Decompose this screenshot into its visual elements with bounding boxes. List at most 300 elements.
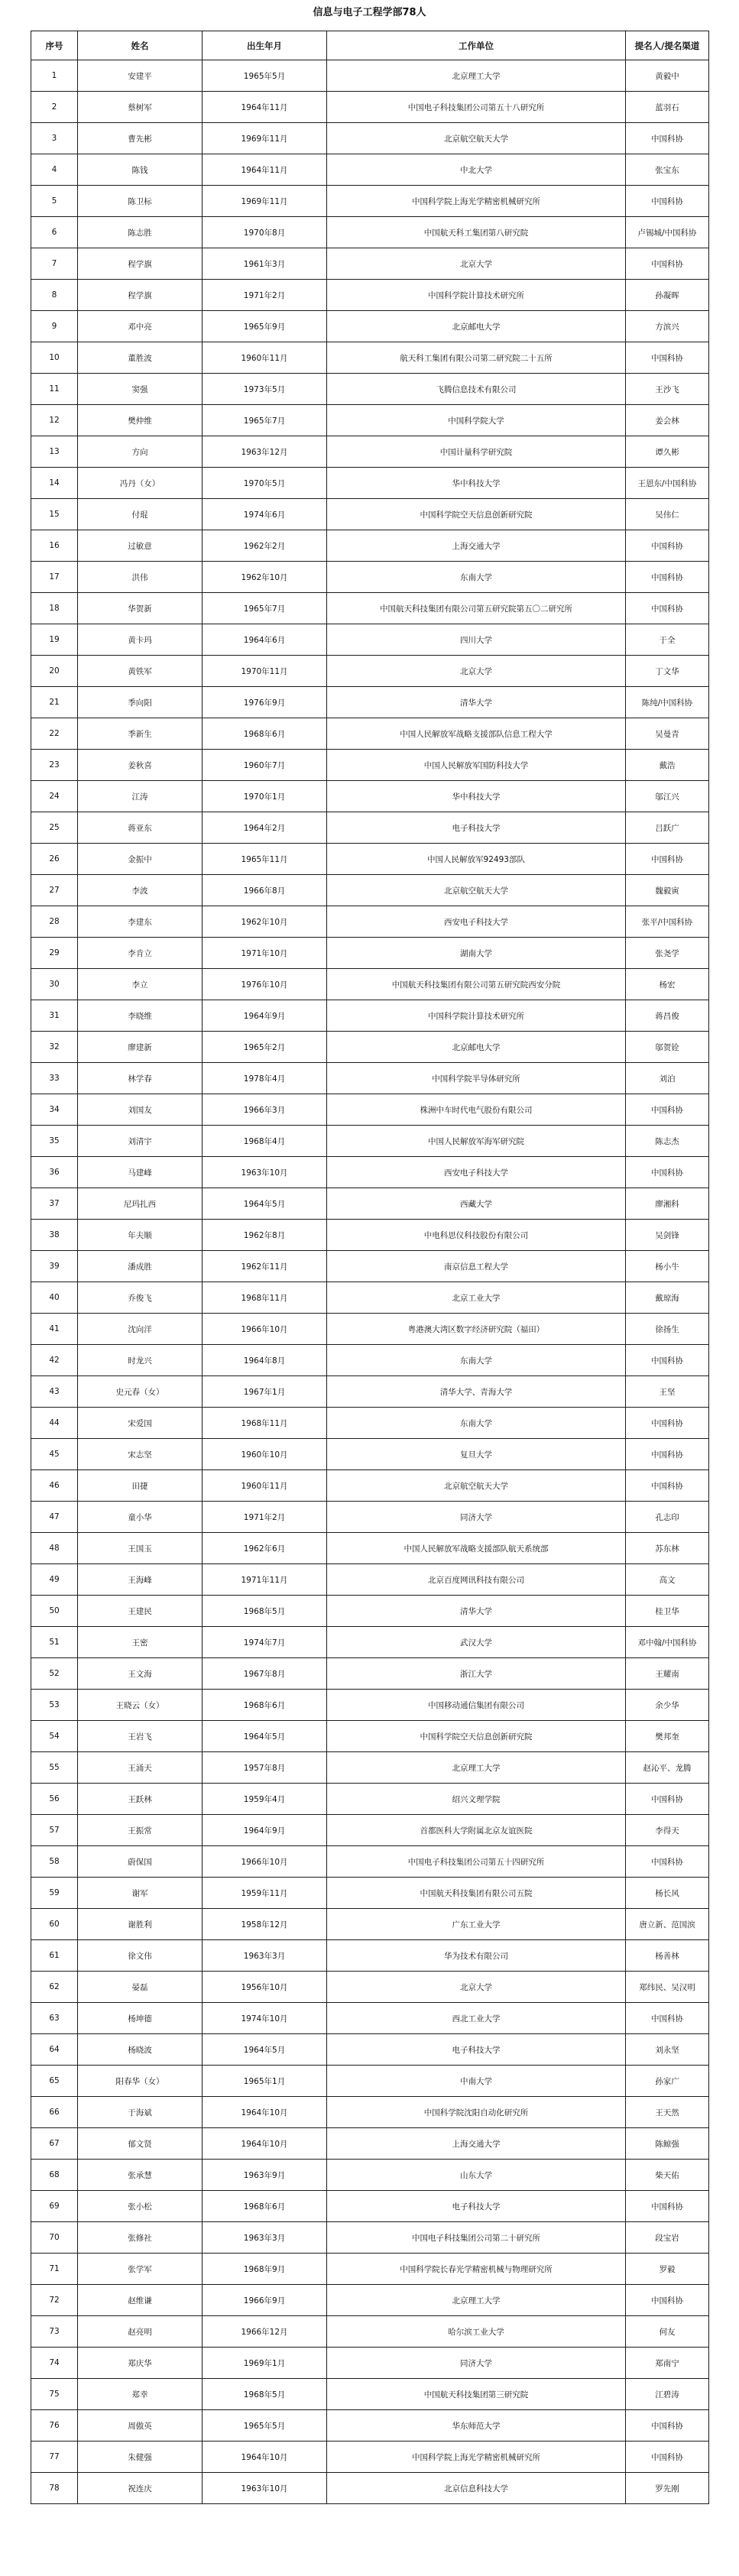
cell-index: 59 [31,1878,78,1909]
cell-nominator: 邬贺铨 [626,1032,709,1063]
cell-name: 史元春（女） [78,1376,203,1408]
table-row [31,1909,709,1940]
table-row [31,342,709,374]
cell-index: 78 [31,2473,78,2504]
cell-name: 华贺新 [78,593,203,624]
cell-birth: 1966年8月 [203,875,327,906]
table-row [31,248,709,280]
cell-birth: 1956年10月 [203,1972,327,2003]
cell-name: 陈钱 [78,154,203,186]
cell-nominator: 吴伟仁 [626,499,709,530]
cell-index: 12 [31,405,78,436]
cell-employer: 中国航天科技集团有限公司第五研究院西安分院 [327,969,626,1000]
cell-nominator: 卢锡城/中国科协 [626,217,709,248]
cell-index: 28 [31,906,78,938]
cell-name: 郑幸 [78,2379,203,2410]
cell-nominator: 孙家广 [626,2066,709,2097]
cell-name: 王涌天 [78,1752,203,1784]
cell-employer: 北京邮电大学 [327,1032,626,1063]
table-row [31,1157,709,1188]
cell-name: 宋爱国 [78,1408,203,1439]
table-row [31,1815,709,1846]
cell-employer: 北京理工大学 [327,1752,626,1784]
cell-index: 73 [31,2316,78,2348]
cell-name: 李肯立 [78,938,203,969]
cell-employer: 电子科技大学 [327,2191,626,2222]
table-row [31,875,709,906]
cell-birth: 1968年9月 [203,2254,327,2285]
cell-birth: 1965年5月 [203,60,327,92]
table-row [31,436,709,468]
cell-employer: 中国科学院半导体研究所 [327,1063,626,1094]
table-row [31,1282,709,1314]
table-row [31,562,709,593]
cell-employer: 中国科学院计算技术研究所 [327,280,626,311]
table-row [31,1846,709,1878]
table-row [31,750,709,781]
cell-employer: 中国航天科工集团第八研究院 [327,217,626,248]
cell-nominator: 蓝羽石 [626,92,709,123]
table-row [31,1596,709,1627]
cell-name: 朱健强 [78,2442,203,2473]
cell-employer: 西北工业大学 [327,2003,626,2034]
cell-name: 杨晓波 [78,2034,203,2066]
cell-index: 77 [31,2442,78,2473]
cell-birth: 1970年5月 [203,468,327,499]
cell-nominator: 中国科协 [626,844,709,875]
cell-nominator: 中国科协 [626,342,709,374]
cell-name: 时龙兴 [78,1345,203,1376]
table-row [31,2066,709,2097]
cell-name: 乔俊飞 [78,1282,203,1314]
cell-name: 尼玛扎西 [78,1188,203,1220]
cell-index: 42 [31,1345,78,1376]
cell-birth: 1963年3月 [203,2222,327,2254]
cell-birth: 1960年10月 [203,1439,327,1470]
cell-employer: 上海交通大学 [327,2128,626,2160]
cell-nominator: 樊邦奎 [626,1721,709,1752]
cell-name: 付琨 [78,499,203,530]
cell-name: 黄卡玛 [78,624,203,656]
cell-birth: 1964年10月 [203,2442,327,2473]
cell-nominator: 丁文华 [626,656,709,687]
page-title: 信息与电子工程学部78人 [313,7,426,18]
cell-name: 廖建新 [78,1032,203,1063]
cell-index: 43 [31,1376,78,1408]
cell-index: 61 [31,1940,78,1972]
table-row [31,938,709,969]
cell-nominator: 罗先刚 [626,2473,709,2504]
cell-name: 王建民 [78,1596,203,1627]
table-row [31,844,709,875]
cell-index: 52 [31,1658,78,1690]
cell-index: 66 [31,2097,78,2128]
cell-nominator: 魏毅寅 [626,875,709,906]
cell-birth: 1966年9月 [203,2285,327,2316]
cell-employer: 华中科技大学 [327,781,626,812]
cell-name: 邓中亮 [78,311,203,342]
table-row [31,656,709,687]
cell-nominator: 中国科协 [626,2285,709,2316]
cell-name: 年夫顺 [78,1220,203,1251]
cell-name: 王国玉 [78,1533,203,1564]
cell-nominator: 中国科协 [626,530,709,562]
table-row [31,969,709,1000]
cell-employer: 东南大学 [327,562,626,593]
cell-employer: 中国科学院大学 [327,405,626,436]
cell-nominator: 杨善林 [626,1940,709,1972]
cell-employer: 中国科学院长春光学精密机械与物理研究所 [327,2254,626,2285]
table-row [31,1972,709,2003]
cell-nominator: 黄毅中 [626,60,709,92]
table-row [31,718,709,750]
cell-birth: 1968年5月 [203,1596,327,1627]
cell-name: 李晓维 [78,1000,203,1032]
cell-nominator: 中国科协 [626,2410,709,2442]
table-row [31,781,709,812]
cell-name: 王密 [78,1627,203,1658]
cell-employer: 上海交通大学 [327,530,626,562]
cell-birth: 1971年11月 [203,1564,327,1596]
cell-nominator: 唐立新、范国滨 [626,1909,709,1940]
cell-name: 晏磊 [78,1972,203,2003]
cell-birth: 1973年5月 [203,374,327,405]
table-row [31,2379,709,2410]
cell-employer: 北京工业大学 [327,1282,626,1314]
table-row [31,2097,709,2128]
table-row [31,812,709,844]
cell-employer: 粤港澳大湾区数字经济研究院（福田） [327,1314,626,1345]
cell-nominator: 杨宏 [626,969,709,1000]
cell-birth: 1960年11月 [203,342,327,374]
cell-name: 刘国友 [78,1094,203,1126]
cell-name: 蔚保国 [78,1846,203,1878]
cell-birth: 1962年8月 [203,1220,327,1251]
table-row [31,2034,709,2066]
cell-nominator: 中国科协 [626,1345,709,1376]
cell-name: 过敏意 [78,530,203,562]
cell-index: 62 [31,1972,78,2003]
cell-name: 季新生 [78,718,203,750]
cell-name: 祝连庆 [78,2473,203,2504]
cell-birth: 1964年10月 [203,2128,327,2160]
cell-employer: 东南大学 [327,1408,626,1439]
cell-nominator: 孙凝晖 [626,280,709,311]
cell-nominator: 张宝东 [626,154,709,186]
cell-birth: 1964年10月 [203,2097,327,2128]
cell-index: 21 [31,687,78,718]
cell-index: 46 [31,1470,78,1502]
cell-employer: 中国科学院沈阳自动化研究所 [327,2097,626,2128]
cell-index: 48 [31,1533,78,1564]
cell-name: 张学军 [78,2254,203,2285]
cell-nominator: 中国科协 [626,1157,709,1188]
cell-nominator: 中国科协 [626,248,709,280]
cell-index: 24 [31,781,78,812]
cell-employer: 中南大学 [327,2066,626,2097]
cell-birth: 1966年12月 [203,2316,327,2348]
cell-employer: 电子科技大学 [327,2034,626,2066]
cell-index: 56 [31,1784,78,1815]
cell-birth: 1963年12月 [203,436,327,468]
cell-birth: 1969年1月 [203,2348,327,2379]
cell-employer: 哈尔滨工业大学 [327,2316,626,2348]
cell-employer: 中国科学院计算技术研究所 [327,1000,626,1032]
cell-employer: 中国科学院空天信息创新研究院 [327,1721,626,1752]
cell-birth: 1965年7月 [203,405,327,436]
cell-index: 6 [31,217,78,248]
cell-nominator: 中国科协 [626,1094,709,1126]
cell-name: 江涛 [78,781,203,812]
table-row [31,1345,709,1376]
cell-birth: 1964年11月 [203,92,327,123]
cell-nominator: 廖湘科 [626,1188,709,1220]
column-header-index: 序号 [31,31,78,60]
cell-index: 57 [31,1815,78,1846]
cell-birth: 1968年5月 [203,2379,327,2410]
cell-birth: 1966年3月 [203,1094,327,1126]
cell-nominator: 张尧学 [626,938,709,969]
cell-nominator: 刘永坚 [626,2034,709,2066]
cell-birth: 1966年10月 [203,1314,327,1345]
table-row [31,1000,709,1032]
cell-name: 张修社 [78,2222,203,2254]
table-row [31,1188,709,1220]
cell-employer: 浙江大学 [327,1658,626,1690]
table-row [31,1784,709,1815]
table-row [31,1564,709,1596]
cell-nominator: 孔志印 [626,1502,709,1533]
cell-nominator: 徐扬生 [626,1314,709,1345]
cell-employer: 中国移动通信集团有限公司 [327,1690,626,1721]
cell-nominator: 中国科协 [626,2191,709,2222]
cell-employer: 清华大学、青海大学 [327,1376,626,1408]
cell-birth: 1970年1月 [203,781,327,812]
cell-employer: 株洲中车时代电气股份有限公司 [327,1094,626,1126]
cell-name: 刘清宇 [78,1126,203,1157]
cell-name: 程学旗 [78,248,203,280]
cell-index: 63 [31,2003,78,2034]
cell-index: 14 [31,468,78,499]
table-row [31,530,709,562]
cell-nominator: 陈志杰 [626,1126,709,1157]
cell-employer: 北京大学 [327,1972,626,2003]
cell-index: 58 [31,1846,78,1878]
cell-employer: 北京大学 [327,248,626,280]
cell-birth: 1966年10月 [203,1846,327,1878]
cell-name: 黄铁军 [78,656,203,687]
table-row [31,374,709,405]
cell-index: 74 [31,2348,78,2379]
cell-name: 窦强 [78,374,203,405]
cell-employer: 中国人民解放军战略支援部队航天系统部 [327,1533,626,1564]
cell-birth: 1965年5月 [203,2410,327,2442]
cell-index: 39 [31,1251,78,1282]
cell-employer: 中国科学院空天信息创新研究院 [327,499,626,530]
cell-employer: 华东师范大学 [327,2410,626,2442]
table-row [31,2473,709,2504]
cell-index: 47 [31,1502,78,1533]
cell-birth: 1965年1月 [203,2066,327,2097]
table-row [31,1690,709,1721]
cell-nominator: 中国科协 [626,2003,709,2034]
cell-nominator: 吴曼青 [626,718,709,750]
cell-name: 蔡树军 [78,92,203,123]
cell-birth: 1962年6月 [203,1533,327,1564]
cell-nominator: 方滨兴 [626,311,709,342]
cell-nominator: 苏东林 [626,1533,709,1564]
cell-birth: 1974年10月 [203,2003,327,2034]
cell-birth: 1965年9月 [203,311,327,342]
cell-nominator: 郑纬民、吴汉明 [626,1972,709,2003]
cell-birth: 1962年2月 [203,530,327,562]
table-row [31,593,709,624]
cell-nominator: 王耀南 [626,1658,709,1690]
table-row [31,2348,709,2379]
table-row [31,906,709,938]
cell-name: 陈志胜 [78,217,203,248]
table-header [31,31,709,60]
cell-name: 王岩飞 [78,1721,203,1752]
cell-employer: 航天科工集团有限公司第二研究院二十五所 [327,342,626,374]
table-row [31,186,709,217]
table-row [31,2160,709,2191]
cell-nominator: 中国科协 [626,186,709,217]
cell-nominator: 王恩东/中国科协 [626,468,709,499]
cell-employer: 中电科思仪科技股份有限公司 [327,1220,626,1251]
table-row [31,1314,709,1345]
cell-birth: 1965年2月 [203,1032,327,1063]
cell-index: 10 [31,342,78,374]
cell-index: 36 [31,1157,78,1188]
cell-birth: 1964年6月 [203,624,327,656]
cell-nominator: 罗毅 [626,2254,709,2285]
cell-birth: 1976年10月 [203,969,327,1000]
cell-birth: 1963年10月 [203,1157,327,1188]
table-row [31,1502,709,1533]
cell-name: 田捷 [78,1470,203,1502]
cell-nominator: 何友 [626,2316,709,2348]
cell-name: 樊仲维 [78,405,203,436]
cell-birth: 1971年2月 [203,280,327,311]
cell-birth: 1964年9月 [203,1815,327,1846]
cell-nominator: 中国科协 [626,2442,709,2473]
table-body [31,60,709,2504]
cell-employer: 中国人民解放军92493部队 [327,844,626,875]
table-row [31,2410,709,2442]
cell-index: 44 [31,1408,78,1439]
cell-employer: 清华大学 [327,1596,626,1627]
cell-nominator: 余少华 [626,1690,709,1721]
cell-employer: 四川大学 [327,624,626,656]
cell-employer: 同济大学 [327,2348,626,2379]
cell-index: 51 [31,1627,78,1658]
cell-name: 姜秋喜 [78,750,203,781]
cell-nominator: 中国科协 [626,1439,709,1470]
cell-index: 33 [31,1063,78,1094]
cell-name: 宋志坚 [78,1439,203,1470]
cell-employer: 北京理工大学 [327,2285,626,2316]
cell-index: 31 [31,1000,78,1032]
table-row [31,1627,709,1658]
table-row [31,2191,709,2222]
cell-index: 17 [31,562,78,593]
cell-nominator: 陈鲸强 [626,2128,709,2160]
cell-birth: 1968年11月 [203,1282,327,1314]
cell-employer: 中国计量科学研究院 [327,436,626,468]
cell-index: 19 [31,624,78,656]
cell-name: 郁文贤 [78,2128,203,2160]
table-row [31,1408,709,1439]
cell-nominator: 中国科协 [626,1408,709,1439]
table-row [31,1063,709,1094]
cell-birth: 1960年7月 [203,750,327,781]
cell-index: 23 [31,750,78,781]
cell-employer: 北京邮电大学 [327,311,626,342]
cell-index: 45 [31,1439,78,1470]
cell-index: 54 [31,1721,78,1752]
cell-birth: 1964年9月 [203,1000,327,1032]
column-header-nominator: 提名人/提名渠道 [626,31,709,60]
cell-index: 76 [31,2410,78,2442]
cell-nominator: 桂卫华 [626,1596,709,1627]
cell-name: 赵维谦 [78,2285,203,2316]
cell-nominator: 蒋昌俊 [626,1000,709,1032]
cell-birth: 1964年2月 [203,812,327,844]
cell-nominator: 中国科协 [626,593,709,624]
cell-name: 赵亮明 [78,2316,203,2348]
table-row [31,217,709,248]
cell-birth: 1963年3月 [203,1940,327,1972]
cell-name: 王振常 [78,1815,203,1846]
cell-name: 郑庆华 [78,2348,203,2379]
cell-employer: 中国人民解放军国防科技大学 [327,750,626,781]
cell-index: 18 [31,593,78,624]
cell-nominator: 中国科协 [626,1846,709,1878]
cell-name: 蒋亚东 [78,812,203,844]
cell-employer: 中国电子科技集团公司第五十八研究所 [327,92,626,123]
cell-birth: 1968年11月 [203,1408,327,1439]
cell-birth: 1968年6月 [203,1690,327,1721]
table-row [31,687,709,718]
cell-name: 冯丹（女） [78,468,203,499]
cell-name: 张小松 [78,2191,203,2222]
cell-nominator: 邬江兴 [626,781,709,812]
cell-birth: 1961年3月 [203,248,327,280]
nominee-table [31,31,709,2504]
cell-index: 2 [31,92,78,123]
cell-nominator: 邓中翰/中国科协 [626,1627,709,1658]
cell-name: 于海斌 [78,2097,203,2128]
cell-birth: 1974年6月 [203,499,327,530]
cell-employer: 中国科学院上海光学精密机械研究所 [327,2442,626,2473]
table-row [31,405,709,436]
table-row [31,311,709,342]
cell-employer: 中国人民解放军海军研究院 [327,1126,626,1157]
cell-index: 50 [31,1596,78,1627]
cell-nominator: 吴剑锋 [626,1220,709,1251]
cell-nominator: 张平/中国科协 [626,906,709,938]
cell-employer: 中国航天科技集团有限公司五院 [327,1878,626,1909]
cell-index: 40 [31,1282,78,1314]
cell-birth: 1963年9月 [203,2160,327,2191]
table-row [31,2285,709,2316]
cell-employer: 北京理工大学 [327,60,626,92]
cell-index: 4 [31,154,78,186]
cell-name: 陈卫标 [78,186,203,217]
cell-birth: 1957年8月 [203,1752,327,1784]
cell-employer: 中北大学 [327,154,626,186]
